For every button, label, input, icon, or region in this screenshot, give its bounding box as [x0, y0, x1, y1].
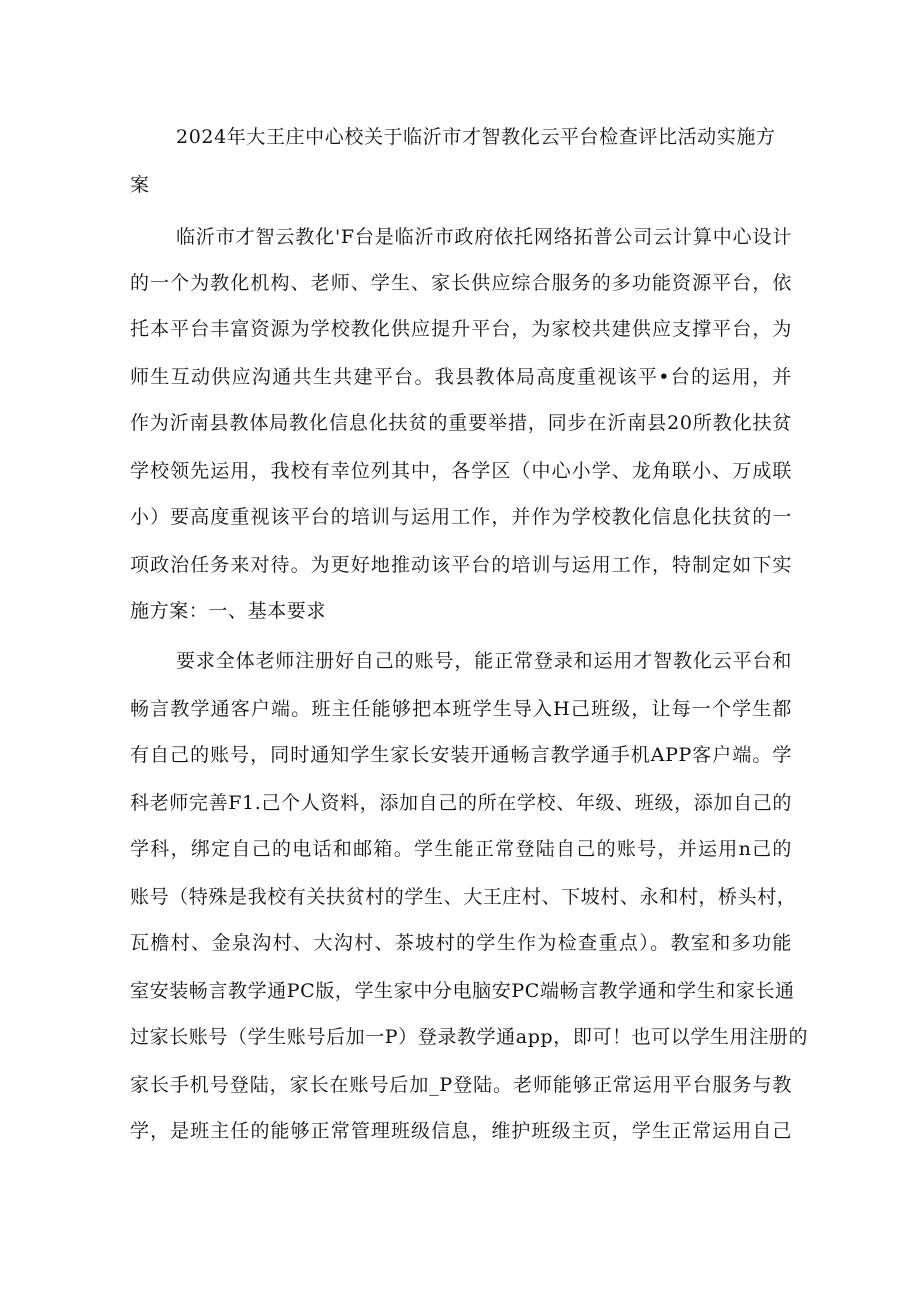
paragraph-1-line: 项政治任务来对待。为更好地推动该平台的培训与运用工作，特制定如下实: [130, 554, 792, 576]
paragraph-1-line: 施方案：一、基本要求: [130, 600, 327, 622]
paragraph-2-line: 过家长账号（学生账号后加一P）登录教学通app，即可！也可以学生用注册的: [130, 1026, 809, 1048]
paragraph-1-line: 临沂市才智云教化'F台是临沂市政府依托网络拓普公司云计算中心设计: [176, 226, 792, 248]
paragraph-1-line: 作为沂南县教体局教化信息化扶贫的重要举措，同步在沂南县20所教化扶贫: [130, 412, 792, 434]
document-title-line-1: 2024年大王庄中心校关于临沂市才智教化云平台检查评比活动实施方: [176, 126, 776, 148]
paragraph-2-line: 要求全体老师注册好自己的账号，能正常登录和运用才智教化云平台和: [176, 650, 792, 672]
paragraph-2-line: 室安装畅言教学通PC版，学生家中分电脑安PC端畅言教学通和学生和家长通: [130, 980, 795, 1002]
paragraph-2-line: 账号（特殊是我校有关扶贫村的学生、大王庄村、下坡村、永和村，桥头村，: [130, 886, 797, 908]
paragraph-2-line: 学科，绑定自己的电话和邮箱。学生能正常登陆自己的账号，并运用n己的: [130, 838, 792, 860]
paragraph-2-line: 瓦檐村、金泉沟村、大沟村、茶坡村的学生作为检查重点）。教室和多功能: [130, 932, 792, 954]
paragraph-2-line: 畅言教学通客户端。班主任能够把本班学生导入H己班级，让每一个学生都: [130, 698, 792, 720]
paragraph-1-line: 托本平台丰富资源为学校教化供应提升平台，为家校共建供应支撑平台，为: [130, 318, 792, 340]
paragraph-2-line: 科老师完善F1.己个人资料，添加自己的所在学校、年级、班级，添加自己的: [130, 792, 792, 814]
paragraph-1-line: 学校领先运用，我校有幸位列其中，各学区（中心小学、龙角联小、万成联: [130, 460, 792, 482]
paragraph-2-line: 学，是班主任的能够正常管理班级信息，维护班级主页，学生正常运用自己: [130, 1120, 792, 1142]
paragraph-2-line: 家长手机号登陆，家长在账号后加_P登陆。老师能够正常运用平台服务与教: [130, 1074, 792, 1096]
paragraph-1-line: 师生互动供应沟通共生共建平台。我县教体局高度重视该平•台的运用，并: [130, 366, 792, 388]
paragraph-2-line: 有自己的账号，同时通知学生家长安装开通畅言教学通手机APP客户端。学: [130, 744, 792, 766]
document-title-line-2: 案: [130, 174, 150, 196]
paragraph-1-line: 小）要高度重视该平台的培训与运用工作，并作为学校教化信息化扶贫的一: [130, 506, 792, 528]
paragraph-1-line: 的一个为教化机构、老师、学生、家长供应综合服务的多功能资源平台，依: [130, 272, 792, 294]
